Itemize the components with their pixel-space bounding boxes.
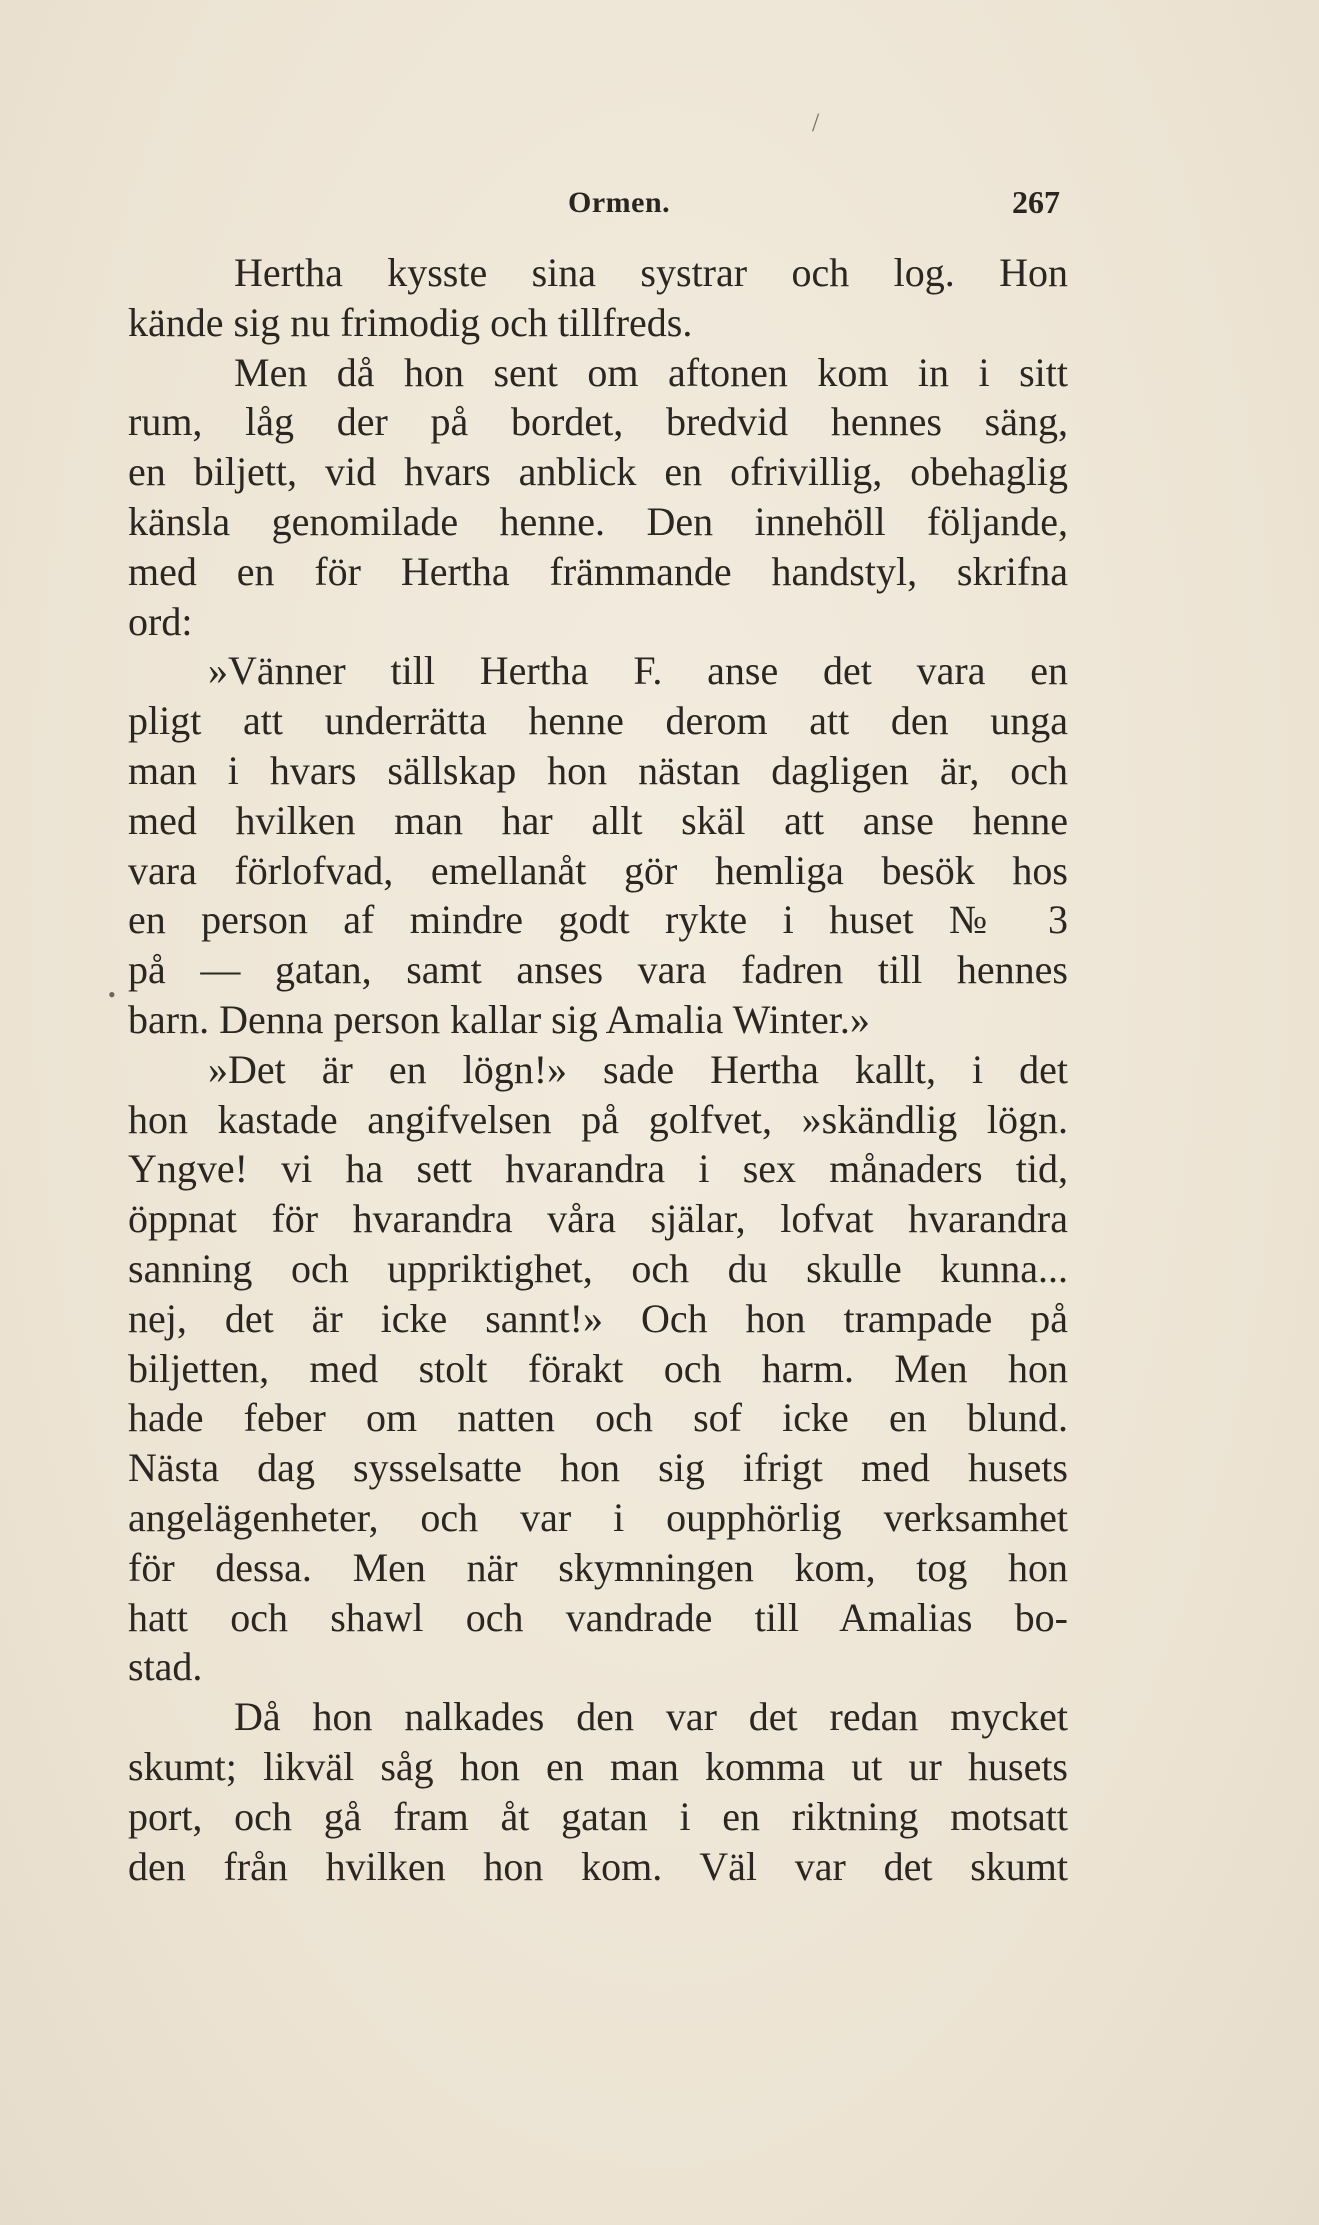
text-line: stad. <box>128 1644 203 1690</box>
text-line: ord: <box>128 598 193 644</box>
text-line: en biljett, vid hvars anblick en ofrivillig, obehaglig <box>128 449 1068 495</box>
text-line: kände sig nu frimodig och tillfreds. <box>128 299 693 345</box>
text-line: en person af mindre godt rykte i huset № 3 <box>128 897 1068 943</box>
text-line: med en för Hertha främmande handstyl, skrifna <box>128 548 1068 594</box>
text-line: på — gatan, samt anses vara fadren till hennes <box>128 947 1068 993</box>
text-line: öppnat för hvarandra våra själar, lofvat hvarandra <box>128 1196 1068 1242</box>
text-line: angelägenheter, och var i oupphörlig verksamhet <box>128 1494 1068 1540</box>
text-line: med hvilken man har allt skäl att anse henne <box>128 797 1068 843</box>
text-line: »Vänner till Hertha F. anse det vara en <box>208 648 1068 694</box>
running-head: Ormen. <box>568 186 671 219</box>
margin-mark: • <box>108 982 116 1007</box>
text-line: barn. Denna person kallar sig Amalia Winter.» <box>128 996 870 1042</box>
text-line: biljetten, med stolt förakt och harm. Men hon <box>128 1345 1068 1391</box>
text-line: känsla genomilade henne. Den innehöll följande, <box>128 498 1068 544</box>
text-line: för dessa. Men när skymningen kom, tog hon <box>128 1544 1068 1590</box>
text-line: sanning och uppriktighet, och du skulle kunna... <box>128 1245 1068 1291</box>
text-line: Hertha kysste sina systrar och log. Hon <box>234 250 1068 295</box>
text-line: port, och gå fram åt gatan i en riktning motsatt <box>128 1793 1068 1839</box>
text-line: rum, låg der på bordet, bredvid hennes säng, <box>128 399 1068 445</box>
body-text <box>128 248 1068 1891</box>
text-line: Men då hon sent om aftonen kom in i sitt <box>234 349 1068 395</box>
text-line: vara förlofvad, emellanåt gör hemliga besök hos <box>128 847 1068 893</box>
page-number: 267 <box>1012 184 1060 220</box>
stray-mark: / <box>812 108 820 137</box>
text-line: pligt att underrätta henne derom att den unga <box>128 698 1068 744</box>
text-line: nej, det är icke sannt!» Och hon trampade på <box>128 1295 1068 1341</box>
text-line: Yngve! vi ha sett hvarandra i sex månaders tid, <box>128 1146 1068 1192</box>
text-line: skumt; likväl såg hon en man komma ut ur husets <box>128 1743 1068 1789</box>
text-line: hatt och shawl och vandrade till Amalias bo- <box>128 1594 1068 1640</box>
text-line: »Det är en lögn!» sade Hertha kallt, i det <box>208 1046 1068 1092</box>
text-line: hade feber om natten och sof icke en blund. <box>128 1395 1068 1441</box>
text-line: hon kastade angifvelsen på golfvet, »skändlig lögn. <box>128 1096 1068 1142</box>
text-line: Då hon nalkades den var det redan mycket <box>234 1694 1068 1740</box>
text-line: Nästa dag sysselsatte hon sig ifrigt med husets <box>128 1445 1068 1491</box>
text-line: den från hvilken hon kom. Väl var det skumt <box>128 1843 1068 1889</box>
text-line: man i hvars sällskap hon nästan dagligen är, och <box>128 747 1068 793</box>
